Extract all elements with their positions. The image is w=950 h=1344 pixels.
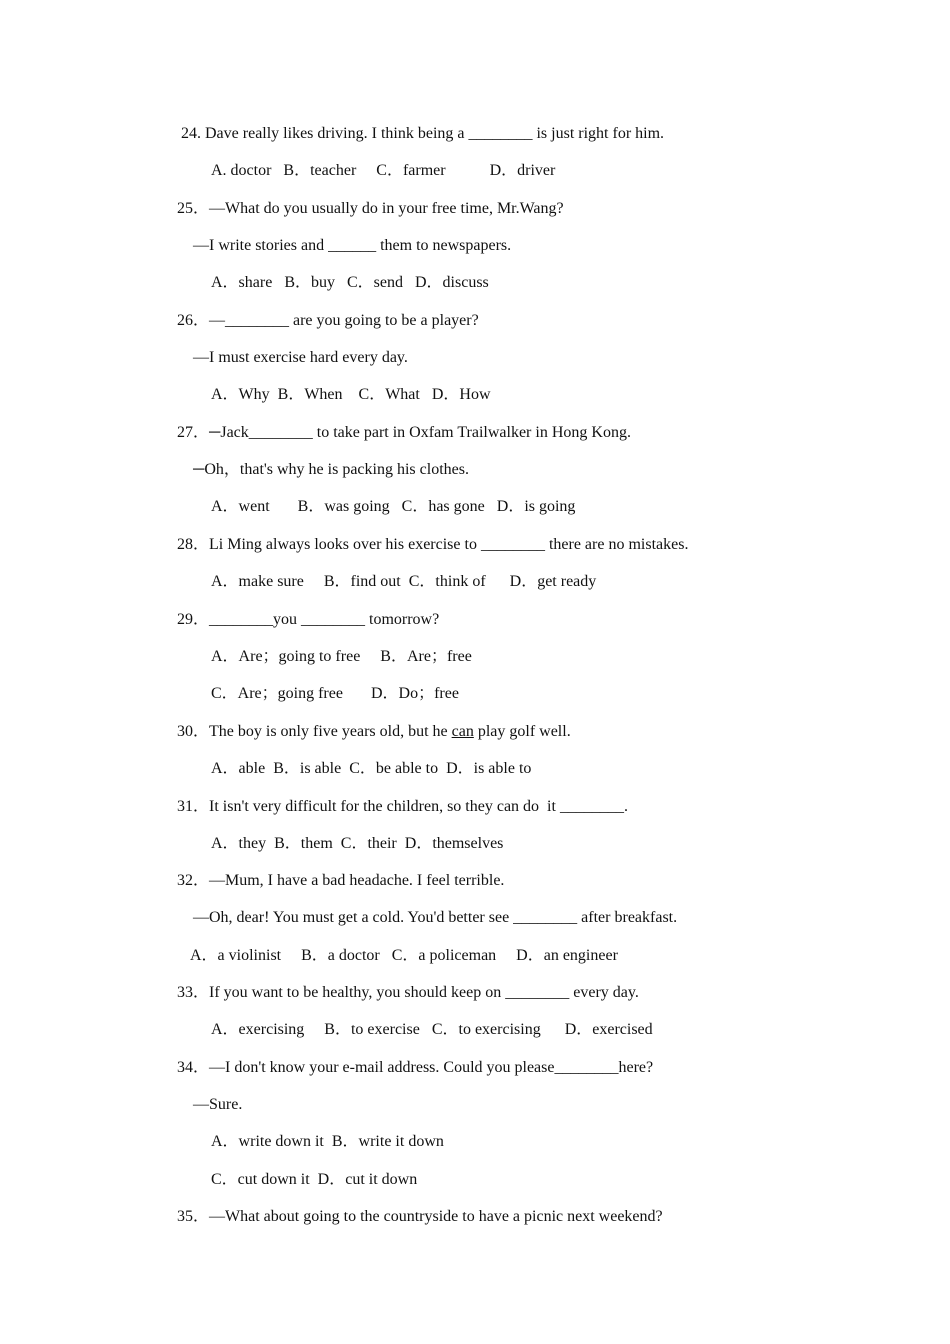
question-34-options-row-2: C．cut down it D．cut it down: [211, 1171, 418, 1188]
question-31-options: A．they B．them C．their D．themselves: [211, 835, 504, 852]
question-27-reply: ─Oh，that's why he is packing his clothes.: [193, 461, 469, 478]
question-29-stem: 29．________you ________ tomorrow?: [177, 611, 440, 628]
question-24-options: A. doctor B．teacher C．farmer D．driver: [211, 162, 556, 179]
question-34-stem: 34．—I don't know your e-mail address. Could you please________here?: [177, 1059, 654, 1076]
question-26-reply: —I must exercise hard every day.: [193, 349, 408, 366]
question-30-stem-before: 30．The boy is only five years old, but he: [177, 723, 452, 740]
question-25-reply: —I write stories and ______ them to newspapers.: [193, 237, 512, 254]
question-34-options-row-1: A．write down it B．write it down: [211, 1133, 444, 1150]
question-32-reply: —Oh, dear! You must get a cold. You'd better see ________ after breakfast.: [193, 909, 678, 926]
question-33-options: A．exercising B．to exercise C．to exercising D．exercised: [211, 1021, 653, 1038]
question-31-stem: 31．It isn't very difficult for the children, so they can do it ________.: [177, 798, 628, 815]
question-30-stem: [177, 722, 571, 742]
question-29-options-row-1: A．Are；going to free B．Are；free: [211, 648, 472, 665]
question-26-stem: 26．—________ are you going to be a player?: [177, 312, 479, 329]
question-25-options: A．share B．buy C．send D．discuss: [211, 274, 489, 291]
question-28-stem: 28．Li Ming always looks over his exercise to ________ there are no mistakes.: [177, 536, 689, 553]
question-34-reply: —Sure.: [193, 1096, 243, 1113]
question-30-options: A．able B．is able C．be able to D．is able to: [211, 760, 532, 777]
question-33-stem: 33．If you want to be healthy, you should keep on ________ every day.: [177, 984, 639, 1001]
question-27-options: A．went B．was going C．has gone D．is going: [211, 498, 576, 515]
question-25-stem: 25．—What do you usually do in your free time, Mr.Wang?: [177, 200, 564, 217]
question-27-stem: 27．─Jack________ to take part in Oxfam Trailwalker in Hong Kong.: [177, 424, 631, 441]
question-28-options: A．make sure B．find out C．think of D．get ready: [211, 573, 597, 590]
question-32-options: A．a violinist B．a doctor C．a policeman D．an engineer: [190, 947, 618, 964]
question-32-stem: 32．—Mum, I have a bad headache. I feel terrible.: [177, 872, 505, 889]
question-30-underlined-word: can: [451, 723, 474, 740]
question-35-stem: 35．—What about going to the countryside to have a picnic next weekend?: [177, 1208, 663, 1225]
question-30-stem-after: play golf well.: [473, 723, 571, 740]
question-26-options: A．Why B．When C．What D．How: [211, 386, 491, 403]
question-29-options-row-2: C．Are；going free D．Do；free: [211, 685, 459, 702]
question-24-stem: 24. Dave really likes driving. I think being a ________ is just right for him.: [181, 125, 665, 142]
